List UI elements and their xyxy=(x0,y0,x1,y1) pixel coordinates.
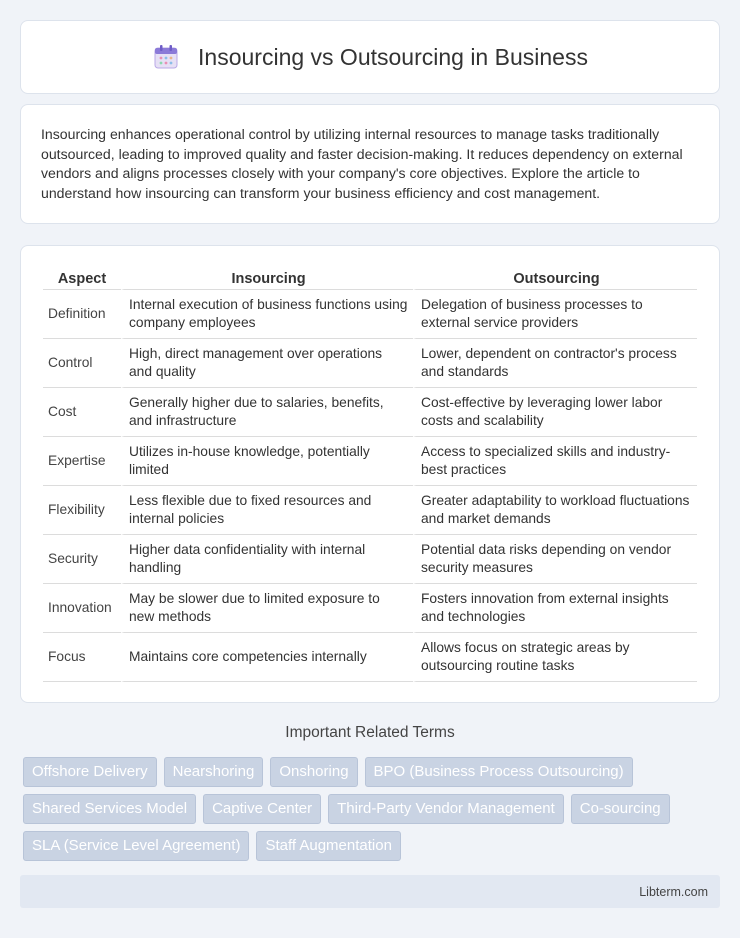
related-term-tag[interactable]: Staff Augmentation xyxy=(256,831,400,861)
related-term-tag[interactable]: Shared Services Model xyxy=(23,794,196,824)
related-term-tag[interactable]: Onshoring xyxy=(270,757,357,787)
cell-insourcing: Utilizes in-house knowledge, potentially limited xyxy=(121,437,413,486)
comparison-table-card xyxy=(20,245,720,703)
cell-insourcing: Less flexible due to fixed resources and internal policies xyxy=(121,486,413,535)
table-row xyxy=(43,290,697,339)
cell-insourcing: May be slower due to limited exposure to new methods xyxy=(121,584,413,633)
table-row xyxy=(43,535,697,584)
cell-outsourcing: Delegation of business processes to external service providers xyxy=(413,290,697,339)
cell-outsourcing: Potential data risks depending on vendor security measures xyxy=(413,535,697,584)
comparison-table xyxy=(43,266,697,682)
cell-aspect: Security xyxy=(43,535,121,584)
calendar-icon xyxy=(152,43,180,71)
header-card xyxy=(20,20,720,94)
cell-insourcing: Internal execution of business functions using company employees xyxy=(121,290,413,339)
cell-aspect: Control xyxy=(43,339,121,388)
related-terms-title: Important Related Terms xyxy=(285,724,455,741)
related-term-tag[interactable]: Co-sourcing xyxy=(571,794,670,824)
cell-insourcing: High, direct management over operations and quality xyxy=(121,339,413,388)
cell-insourcing: Higher data confidentiality with internal handling xyxy=(121,535,413,584)
header-outsourcing: Outsourcing xyxy=(413,266,697,290)
related-term-tag[interactable]: Offshore Delivery xyxy=(23,757,157,787)
cell-aspect: Definition xyxy=(43,290,121,339)
related-term-tag[interactable]: BPO (Business Process Outsourcing) xyxy=(365,757,633,787)
cell-outsourcing: Access to specialized skills and industry-best practices xyxy=(413,437,697,486)
related-term-tag[interactable]: Third-Party Vendor Management xyxy=(328,794,564,824)
cell-outsourcing: Cost-effective by leveraging lower labor costs and scalability xyxy=(413,388,697,437)
cell-aspect: Innovation xyxy=(43,584,121,633)
title-wrap xyxy=(152,43,588,71)
cell-outsourcing: Lower, dependent on contractor's process and standards xyxy=(413,339,697,388)
cell-outsourcing: Allows focus on strategic areas by outsourcing routine tasks xyxy=(413,633,697,682)
table-row xyxy=(43,633,697,682)
cell-insourcing: Generally higher due to salaries, benefits, and infrastructure xyxy=(121,388,413,437)
page-title: Insourcing vs Outsourcing in Business xyxy=(198,43,588,70)
cell-outsourcing: Fosters innovation from external insights and technologies xyxy=(413,584,697,633)
related-term-tag[interactable]: Nearshoring xyxy=(164,757,264,787)
table-header-row xyxy=(43,266,697,290)
cell-insourcing: Maintains core competencies internally xyxy=(121,633,413,682)
intro-card xyxy=(20,104,720,224)
intro-text: Insourcing enhances operational control by utilizing internal resources to manage tasks traditionally outsourced, leading to improved quality and faster decision-making. It reduces dependency on external vendors and aligns processes closely with your company's core objectives. Explore the article to understand how insourcing can transform your business efficiency and cost management. xyxy=(41,126,683,201)
cell-aspect: Flexibility xyxy=(43,486,121,535)
cell-aspect: Cost xyxy=(43,388,121,437)
table-row xyxy=(43,339,697,388)
cell-aspect: Expertise xyxy=(43,437,121,486)
table-row xyxy=(43,486,697,535)
header-aspect: Aspect xyxy=(43,266,121,290)
footer xyxy=(20,875,720,908)
header-insourcing: Insourcing xyxy=(121,266,413,290)
related-term-tag[interactable]: SLA (Service Level Agreement) xyxy=(23,831,249,861)
table-row xyxy=(43,437,697,486)
cell-outsourcing: Greater adaptability to workload fluctuations and market demands xyxy=(413,486,697,535)
footer-site-link[interactable]: Libterm.com xyxy=(639,884,708,899)
cell-aspect: Focus xyxy=(43,633,121,682)
related-terms-list xyxy=(23,757,723,861)
related-term-tag[interactable]: Captive Center xyxy=(203,794,321,824)
table-row xyxy=(43,584,697,633)
table-row xyxy=(43,388,697,437)
